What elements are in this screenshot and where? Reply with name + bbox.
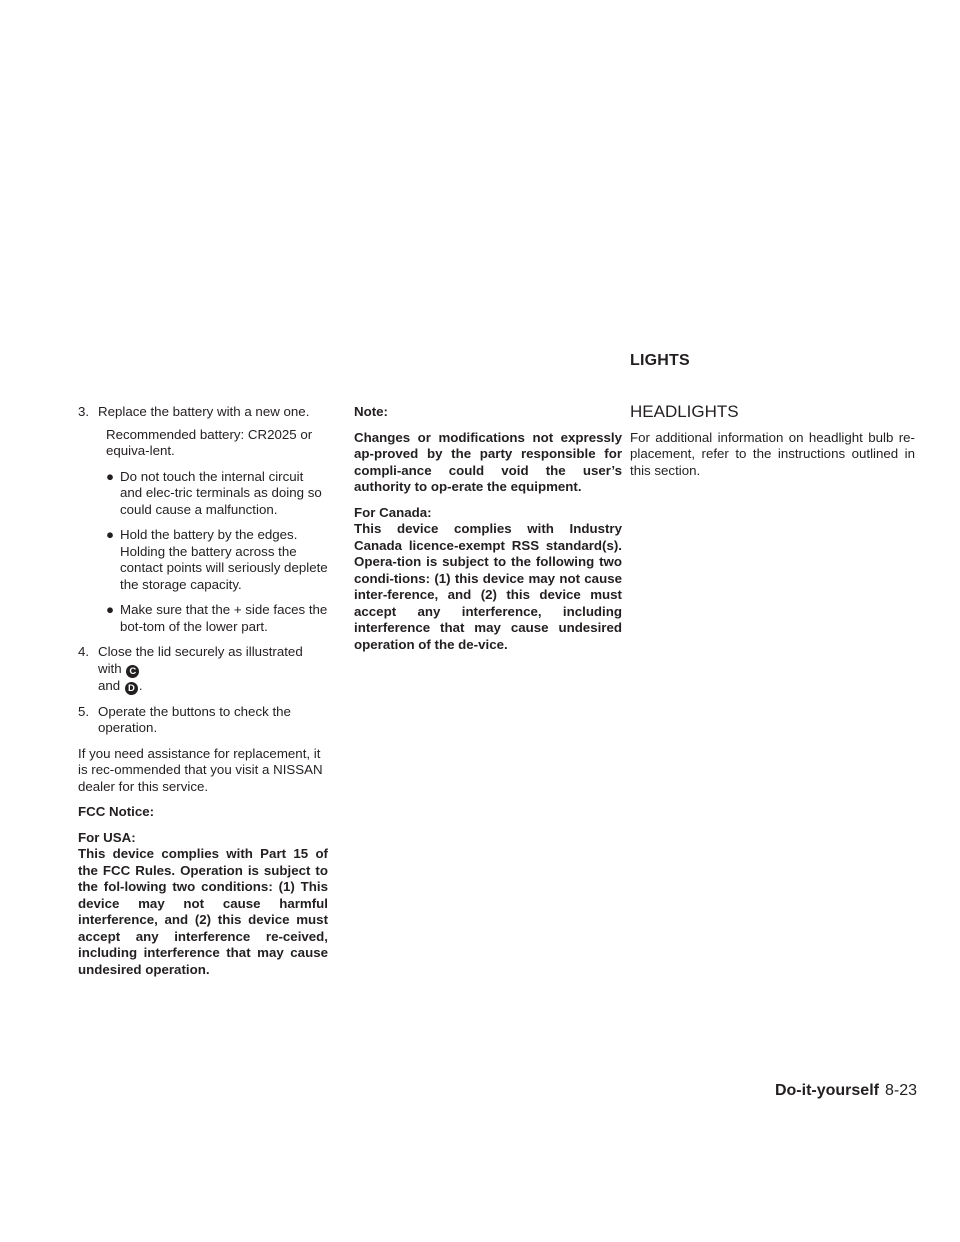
bullet-item xyxy=(78,469,328,519)
step-5 xyxy=(78,704,328,737)
step-text-part: Close the lid securely as illustrated with xyxy=(98,644,303,676)
circled-letter-c-icon: C xyxy=(126,665,139,678)
step-number: 5. xyxy=(78,703,90,719)
step-4 xyxy=(78,644,328,695)
assistance-paragraph: If you need assistance for replacement, it is rec-ommended that you visit a NISSAN dealer for this service. xyxy=(78,745,323,794)
bullet-text: Do not touch the internal circuit and elec-tric terminals as doing so could cause a malfunction. xyxy=(120,468,322,517)
section-title-lights: LIGHTS xyxy=(630,352,690,369)
step-text-part: and xyxy=(98,677,121,693)
step-text xyxy=(98,644,328,695)
step-text-part: . xyxy=(138,677,143,693)
usa-compliance-text: This device complies with Part 15 of the FCC Rules. Operation is subject to the fol-lowing two conditions: (1) This device may not cause harmful interference, and (2) this device must accept any interference re-ceived, including interference that may cause undesired operation. xyxy=(78,846,328,977)
bullet-symbol: ● xyxy=(106,468,115,484)
step-number: 4. xyxy=(78,644,90,659)
column-right xyxy=(630,404,915,479)
recommended-battery: Recommended battery: CR2025 or equiva-lent. xyxy=(106,426,313,458)
footer-section-name: Do-it-yourself xyxy=(774,1082,879,1099)
footer-page-number: 8-23 xyxy=(884,1082,917,1099)
bullet-item xyxy=(78,602,328,635)
bullet-text: Make sure that the + side faces the bot-tom of the lower part. xyxy=(120,602,328,634)
step-3 xyxy=(78,404,328,421)
headlights-text: For additional information on headlight bulb re-placement, refer to the instructions outlined in this section. xyxy=(630,429,915,478)
fcc-notice-heading: FCC Notice: xyxy=(78,804,155,819)
column-left xyxy=(78,404,328,978)
for-usa-heading: For USA: xyxy=(78,829,136,845)
headlights-heading: HEADLIGHTS xyxy=(630,402,739,421)
for-canada-heading: For Canada: xyxy=(354,504,432,520)
note-text: Changes or modifications not expressly ap-proved by the party responsible for compli-ance could void the user’s authority to op-erate the equipment. xyxy=(354,429,622,494)
step-text: Operate the buttons to check the operation. xyxy=(98,703,291,735)
step-number: 3. xyxy=(78,404,90,419)
bullet-symbol: ● xyxy=(106,602,115,617)
bullet-symbol: ● xyxy=(106,527,115,542)
bullet-text: Hold the battery by the edges. Holding the battery across the contact points will seriously deplete the storage capacity. xyxy=(120,527,328,592)
page-footer xyxy=(775,1082,917,1100)
note-heading: Note: xyxy=(354,404,388,419)
column-middle xyxy=(354,404,622,653)
bullet-item xyxy=(78,527,328,593)
canada-compliance-text: This device complies with Industry Canada licence-exempt RSS standard(s). Opera-tion is subject to the following two condi-tions: (1) this device may not cause inter-ference, and (2) this device must accept any interference, including interference that may cause undesired operation of the de-vice. xyxy=(354,521,622,652)
step-text: Replace the battery with a new one. xyxy=(98,404,310,419)
circled-letter-d-icon: D xyxy=(125,682,138,695)
